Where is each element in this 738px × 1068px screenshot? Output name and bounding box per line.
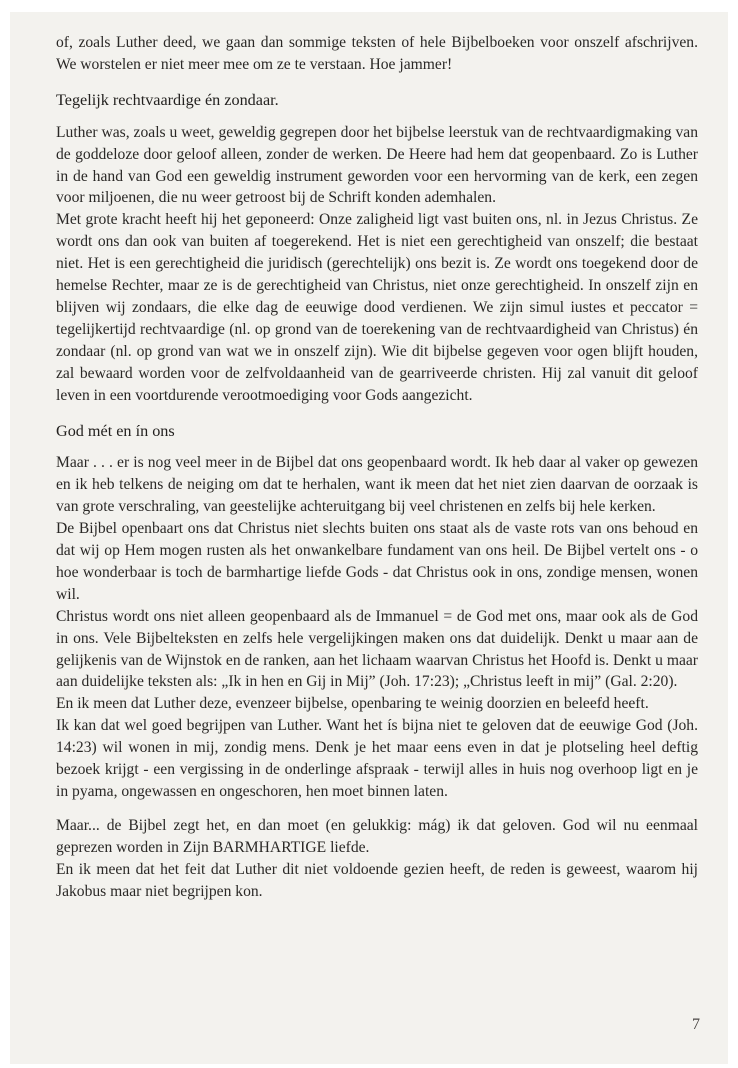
section-heading-1: Tegelijk rechtvaardige én zondaar. xyxy=(56,90,279,109)
section1-paragraph-2: Met grote kracht heeft hij het geponeerd: Onze zaligheid ligt vast buiten ons, nl. in Jezus Christus. Ze wordt ons dan ook van buiten af toegerekend. Het is niet een gerechtigheid van onszelf; die bestaat niet. Het is een gerechtigheid die juridisch (gerechtelijk) ons bezit is. Ze wordt ons toegekend door de hemelse Rechter, maar ze is de gerechtigheid van Christus, niet onze gerechtigheid. In onszelf zijn en blijven wij zondaars, die elke dag de eeuwige dood verdienen. We zijn simul iustes et peccator = tegelijkertijd rechtvaardige (nl. op grond van de toerekening van de rechtvaardigheid van Christus) én zondaar (nl. op grond van wat we in onszelf zijn). Wie dit bijbelse gegeven voor ogen blijft houden, zal bewaard worden voor de zelfvoldaanheid van de gearriveerde christen. Hij zal vanuit dit geloof leven in een voortdurende verootmoediging voor Gods aangezicht. xyxy=(56,211,698,404)
closing-paragraph-2: En ik meen dat het feit dat Luther dit niet voldoende gezien heeft, de reden is geweest, waarom hij Jakobus maar niet begrijpen kon. xyxy=(56,860,698,900)
page-number: 7 xyxy=(692,1016,700,1033)
section2-paragraph-4: En ik meen dat Luther deze, evenzeer bijbelse, openbaring te weinig doorzien en beleefd heeft. xyxy=(56,695,649,713)
section2-paragraph-2: De Bijbel openbaart ons dat Christus niet slechts buiten ons staat als de vaste rots van ons behoud en dat wij op Hem mogen rusten als het onwankelbare fundament van ons heil. De Bijbel vertelt ons - o hoe wonderbaar is toch de barmhartige liefde Gods - dat Christus ook in ons, zondige mensen, wonen wil. xyxy=(56,520,698,603)
section1-paragraph-1: Luther was, zoals u weet, geweldig gegrepen door het bijbelse leerstuk van de rechtvaardigmaking van de goddeloze door geloof alleen, zonder de werken. De Heere had hem dat geopenbaard. Zo is Luther in de hand van God een geweldig instrument geworden voor een hervorming van de kerk, een zegen voor miljoenen, die nu weer getroost bij de Schrift konden ademhalen. xyxy=(56,123,698,207)
section2-paragraph-1: Maar . . . er is nog veel meer in de Bijbel dat ons geopenbaard wordt. Ik heb daar al vaker op gewezen en ik heb telkens de neiging om dat te herhalen, want ik meen dat het niet zien daarvan de oorzaak is van grote verschraling, van geestelijke achteruitgang bij veel christenen en zelfs bij hele kerken. xyxy=(56,454,698,516)
closing-paragraph-1: Maar... de Bijbel zegt het, en dan moet (en gelukkig: mág) ik dat geloven. God wil nu eenmaal geprezen worden in Zijn BARMHARTIGE liefde. xyxy=(56,816,698,856)
body-text xyxy=(56,32,698,903)
document-page xyxy=(10,12,728,1064)
section2-paragraph-3: Christus wordt ons niet alleen geopenbaard als de Immanuel = de God met ons, maar ook als de God in ons. Vele Bijbelteksten en zelfs hele vergelijkingen maken ons dat duidelijk. Denkt u maar aan de gelijkenis van de Wijnstok en de ranken, aan het lichaam waarvan Christus het Hoofd is. Denkt u maar aan duidelijke teksten als: „Ik in hen en Gij in Mij” (Joh. 17:23); „Christus leeft in mij” (Gal. 2:20). xyxy=(56,607,698,691)
section-heading-2: God mét en ín ons xyxy=(56,421,175,440)
section2-paragraph-5: Ik kan dat wel goed begrijpen van Luther. Want het ís bijna niet te geloven dat de eeuwige God (Joh. 14:23) wil wonen in mij, zondig mens. Denk je het maar eens even in dat je plotseling heel deftig bezoek krijgt - een vergissing in de onderlinge afspraak - terwijl alles in huis nog overhoop ligt en je in pyama, ongewassen en ongeschoren, hen moet binnen laten. xyxy=(56,717,698,800)
intro-paragraph: of, zoals Luther deed, we gaan dan sommige teksten of hele Bijbelboeken voor onszelf afschrijven. We worstelen er niet meer mee om ze te verstaan. Hoe jammer! xyxy=(56,34,698,73)
